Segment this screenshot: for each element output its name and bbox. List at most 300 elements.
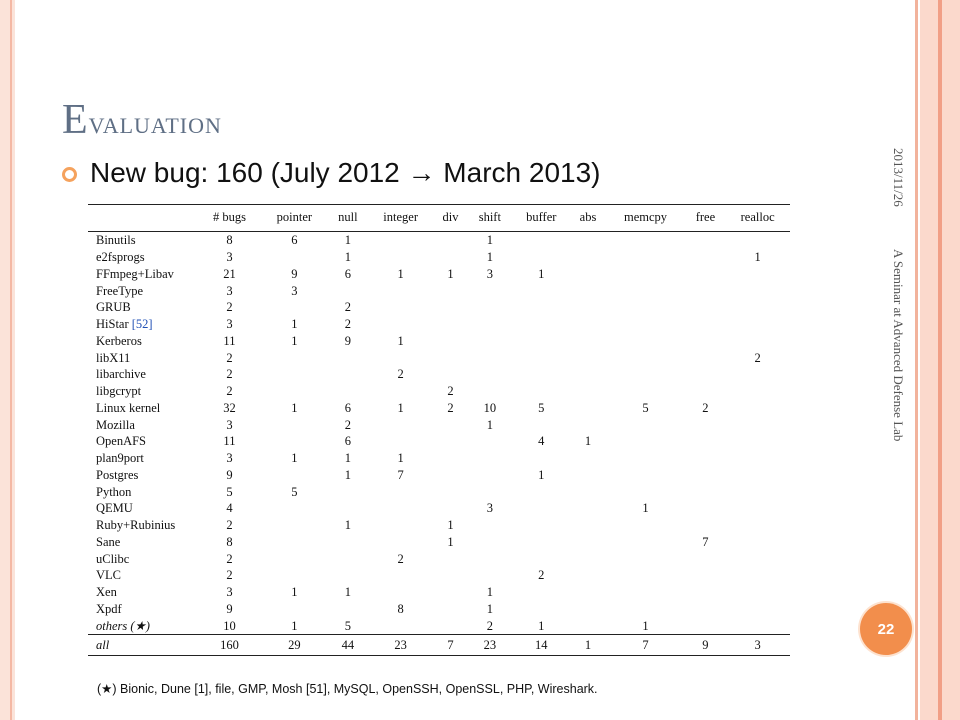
bug-count-cell xyxy=(725,282,790,299)
bug-count-cell xyxy=(434,316,468,333)
bug-count-cell xyxy=(606,282,686,299)
project-name-cell xyxy=(88,266,198,283)
bug-count-cell xyxy=(686,467,726,484)
bug-count-cell: 1 xyxy=(397,451,404,466)
bug-count-cell xyxy=(434,567,468,584)
bug-count-cell: 2 xyxy=(226,518,233,533)
bug-count-cell xyxy=(468,316,513,333)
bug-count-cell: 9 xyxy=(226,601,233,616)
bug-count-cell: 1 xyxy=(344,585,351,600)
bug-count-cell: 1 xyxy=(291,585,298,600)
bug-count-cell xyxy=(606,483,686,500)
bug-count-cell: 1 xyxy=(447,266,454,281)
bug-count-cell: 1 xyxy=(344,518,351,533)
bug-count-cell: 1 xyxy=(486,250,493,265)
table-row xyxy=(88,349,790,366)
bug-count-cell: 3 xyxy=(226,317,233,332)
table-row xyxy=(88,383,790,400)
total-label: all xyxy=(88,635,198,656)
bug-count-cell xyxy=(570,584,605,601)
others-mark: (★) xyxy=(130,618,150,633)
bug-count-cell: 5 xyxy=(344,618,351,633)
project-name-cell xyxy=(88,383,198,400)
bullet-text: New bug: 160 (July 2012 → March 2013) xyxy=(90,157,601,188)
bug-count-cell xyxy=(368,483,434,500)
title-rest: valuation xyxy=(88,104,222,140)
bug-count-cell: 2 xyxy=(447,400,454,415)
bug-count-cell xyxy=(570,617,605,634)
bug-count-cell: 3 xyxy=(226,451,233,466)
bug-count-cell: 1 xyxy=(291,618,298,633)
bug-count-cell xyxy=(686,366,726,383)
column-header: memcpy xyxy=(606,205,686,232)
bug-count-cell xyxy=(261,467,328,484)
bug-count-cell xyxy=(725,483,790,500)
total-count-cell: 7 xyxy=(606,635,686,656)
bug-count-cell: 1 xyxy=(642,618,649,633)
bug-count-cell xyxy=(468,567,513,584)
project-name: Xen xyxy=(96,585,117,600)
bug-count-cell: 9 xyxy=(344,333,351,348)
table-row xyxy=(88,232,790,249)
bug-count-cell xyxy=(606,299,686,316)
bug-count-cell xyxy=(261,601,328,618)
bug-count-cell xyxy=(686,349,726,366)
bug-count-cell xyxy=(261,500,328,517)
bug-count-cell xyxy=(606,584,686,601)
bug-count-cell xyxy=(512,601,570,618)
bug-count-cell xyxy=(570,416,605,433)
project-name: OpenAFS xyxy=(96,434,147,449)
project-name: e2fsprogs xyxy=(96,250,145,265)
bug-count-cell: 1 xyxy=(397,400,404,415)
bug-count-cell xyxy=(725,584,790,601)
bug-count-cell xyxy=(606,232,686,249)
bug-count-cell xyxy=(606,266,686,283)
bug-count-cell xyxy=(725,333,790,350)
column-header: null xyxy=(328,205,368,232)
bug-count-cell xyxy=(434,366,468,383)
project-name-cell xyxy=(88,550,198,567)
bug-count-cell xyxy=(725,433,790,450)
project-name: Postgres xyxy=(96,467,139,482)
table-row xyxy=(88,366,790,383)
project-name: others xyxy=(96,618,128,633)
project-name-cell xyxy=(88,601,198,618)
bug-count-cell: 8 xyxy=(226,233,233,248)
bug-count-cell xyxy=(328,550,368,567)
table-row xyxy=(88,617,790,634)
table-body xyxy=(88,232,790,635)
bug-count-cell xyxy=(686,517,726,534)
bug-count-cell xyxy=(468,433,513,450)
bug-count-cell xyxy=(434,232,468,249)
bug-count-cell: 1 xyxy=(291,451,298,466)
bug-count-cell xyxy=(261,299,328,316)
bug-count-cell: 1 xyxy=(397,333,404,348)
bug-count-cell xyxy=(570,517,605,534)
table-row xyxy=(88,249,790,266)
project-name-cell xyxy=(88,249,198,266)
bug-count-cell: 1 xyxy=(486,233,493,248)
bug-table xyxy=(88,204,790,656)
bug-count-cell: 1 xyxy=(754,250,761,265)
bug-count-cell xyxy=(512,282,570,299)
bug-count-cell xyxy=(261,517,328,534)
project-name-cell xyxy=(88,232,198,249)
bug-count-cell xyxy=(686,617,726,634)
project-name-cell xyxy=(88,299,198,316)
bug-count-cell xyxy=(512,366,570,383)
bug-count-cell xyxy=(261,433,328,450)
bug-count-cell xyxy=(686,550,726,567)
bug-count-cell: 2 xyxy=(344,417,351,432)
bug-count-cell xyxy=(725,450,790,467)
bug-count-cell xyxy=(368,500,434,517)
project-name: Binutils xyxy=(96,233,136,248)
table-footer xyxy=(88,635,790,656)
bug-count-cell xyxy=(686,282,726,299)
bug-count-cell: 2 xyxy=(226,367,233,382)
bug-count-cell: 11 xyxy=(223,333,236,348)
bug-count-cell xyxy=(725,550,790,567)
bug-count-cell xyxy=(725,383,790,400)
bug-count-cell xyxy=(725,567,790,584)
bug-count-cell xyxy=(261,416,328,433)
bug-count-cell xyxy=(368,349,434,366)
bug-count-cell xyxy=(570,567,605,584)
bug-count-cell xyxy=(606,349,686,366)
bug-count-cell xyxy=(570,550,605,567)
project-name: QEMU xyxy=(96,501,133,516)
bug-count-cell xyxy=(261,534,328,551)
project-name-cell xyxy=(88,517,198,534)
bug-count-cell: 32 xyxy=(223,400,236,415)
slide-title xyxy=(62,96,222,144)
column-header: realloc xyxy=(725,205,790,232)
project-name: libgcrypt xyxy=(96,384,142,399)
bug-count-cell: 5 xyxy=(642,400,649,415)
bug-count-cell xyxy=(512,584,570,601)
bug-count-cell xyxy=(368,232,434,249)
bug-count-cell xyxy=(328,567,368,584)
bug-count-cell: 4 xyxy=(226,501,233,516)
bug-count-cell xyxy=(512,316,570,333)
bug-count-cell xyxy=(686,416,726,433)
bug-count-cell: 2 xyxy=(447,384,454,399)
bug-count-cell: 1 xyxy=(447,534,454,549)
project-name-cell xyxy=(88,500,198,517)
total-count-cell: 23 xyxy=(468,635,513,656)
bug-count-cell xyxy=(606,550,686,567)
bug-count-cell xyxy=(328,500,368,517)
bug-count-cell: 5 xyxy=(291,484,298,499)
bug-count-cell: 1 xyxy=(344,250,351,265)
bug-count-cell xyxy=(606,416,686,433)
bug-count-cell xyxy=(328,601,368,618)
bug-count-cell xyxy=(434,467,468,484)
table-row xyxy=(88,416,790,433)
bug-count-cell: 4 xyxy=(538,434,545,449)
page-number-badge xyxy=(860,603,912,655)
bug-count-cell xyxy=(468,349,513,366)
bug-count-cell xyxy=(606,567,686,584)
bug-count-cell xyxy=(725,601,790,618)
bug-count-cell xyxy=(512,383,570,400)
table-row xyxy=(88,534,790,551)
bug-count-cell: 3 xyxy=(291,283,298,298)
bug-count-cell xyxy=(570,282,605,299)
bug-count-cell: 2 xyxy=(397,367,404,382)
project-name-cell xyxy=(88,349,198,366)
bug-count-cell xyxy=(261,249,328,266)
bug-count-cell xyxy=(512,232,570,249)
bug-count-cell xyxy=(368,517,434,534)
bug-count-cell xyxy=(606,366,686,383)
bug-count-cell xyxy=(261,349,328,366)
bug-count-cell xyxy=(686,249,726,266)
bug-count-cell xyxy=(725,316,790,333)
bug-count-cell: 2 xyxy=(344,300,351,315)
bug-count-cell xyxy=(512,517,570,534)
bug-count-cell: 2 xyxy=(344,317,351,332)
bug-count-cell xyxy=(686,266,726,283)
bug-count-cell xyxy=(570,383,605,400)
bug-count-cell xyxy=(725,299,790,316)
bug-count-cell: 7 xyxy=(397,467,404,482)
project-name-cell xyxy=(88,366,198,383)
bug-count-cell xyxy=(468,450,513,467)
bug-count-cell xyxy=(570,316,605,333)
bug-count-cell xyxy=(570,450,605,467)
total-count-cell: 9 xyxy=(686,635,726,656)
bug-count-cell xyxy=(434,450,468,467)
bug-count-cell xyxy=(725,416,790,433)
project-name: FreeType xyxy=(96,283,144,298)
bug-count-cell xyxy=(606,383,686,400)
bug-count-cell xyxy=(434,550,468,567)
project-name-cell xyxy=(88,450,198,467)
side-info xyxy=(890,148,912,528)
bug-count-cell xyxy=(686,601,726,618)
project-name: HiStar xyxy=(96,317,129,332)
bug-table-container xyxy=(88,204,790,656)
bug-count-cell: 9 xyxy=(291,266,298,281)
bug-count-cell xyxy=(606,517,686,534)
bug-count-cell xyxy=(261,550,328,567)
total-count-cell: 3 xyxy=(725,635,790,656)
page-number: 22 xyxy=(877,620,895,638)
title-capital: E xyxy=(62,97,89,143)
bug-count-cell xyxy=(512,249,570,266)
bug-count-cell xyxy=(368,249,434,266)
bug-count-cell: 21 xyxy=(223,266,236,281)
project-name-cell xyxy=(88,567,198,584)
bug-count-cell: 2 xyxy=(226,300,233,315)
project-name-cell xyxy=(88,584,198,601)
bug-count-cell: 10 xyxy=(483,400,497,415)
total-row xyxy=(88,635,790,656)
bug-count-cell: 1 xyxy=(642,501,649,516)
project-name-cell xyxy=(88,333,198,350)
bug-count-cell xyxy=(434,617,468,634)
project-name: Ruby+Rubinius xyxy=(96,518,176,533)
table-row xyxy=(88,266,790,283)
bug-count-cell: 1 xyxy=(344,233,351,248)
bug-count-cell xyxy=(468,517,513,534)
table-row xyxy=(88,450,790,467)
bug-count-cell xyxy=(512,349,570,366)
bug-count-cell xyxy=(434,500,468,517)
bug-count-cell: 1 xyxy=(538,467,545,482)
table-row xyxy=(88,500,790,517)
bug-count-cell: 1 xyxy=(486,601,493,616)
bug-count-cell xyxy=(512,333,570,350)
table-row xyxy=(88,316,790,333)
bug-count-cell xyxy=(434,282,468,299)
bug-count-cell: 3 xyxy=(226,283,233,298)
bug-count-cell xyxy=(328,383,368,400)
bug-count-cell xyxy=(686,433,726,450)
project-name-cell xyxy=(88,400,198,417)
bug-count-cell xyxy=(512,416,570,433)
table-row xyxy=(88,333,790,350)
project-name-cell xyxy=(88,467,198,484)
table-row xyxy=(88,601,790,618)
bug-count-cell: 11 xyxy=(223,434,236,449)
bug-count-cell xyxy=(606,316,686,333)
bug-count-cell xyxy=(368,282,434,299)
bug-count-cell: 3 xyxy=(486,501,493,516)
bug-count-cell: 3 xyxy=(226,250,233,265)
bug-count-cell: 10 xyxy=(223,618,236,633)
bug-count-cell xyxy=(512,450,570,467)
bug-count-cell xyxy=(725,617,790,634)
bug-count-cell xyxy=(368,534,434,551)
bug-count-cell xyxy=(468,534,513,551)
total-count-cell: 44 xyxy=(328,635,368,656)
bug-count-cell: 6 xyxy=(291,233,298,248)
total-count-cell: 23 xyxy=(368,635,434,656)
bug-count-cell xyxy=(434,299,468,316)
column-header: # bugs xyxy=(198,205,261,232)
header-row xyxy=(88,205,790,232)
project-name-cell xyxy=(88,617,198,634)
bug-count-cell xyxy=(686,299,726,316)
bug-count-cell: 2 xyxy=(226,384,233,399)
project-name-cell xyxy=(88,534,198,551)
bug-count-cell xyxy=(468,467,513,484)
column-header: div xyxy=(434,205,468,232)
table-row xyxy=(88,550,790,567)
bug-count-cell: 8 xyxy=(397,601,404,616)
bug-count-cell xyxy=(686,567,726,584)
bug-count-cell xyxy=(261,383,328,400)
column-header: free xyxy=(686,205,726,232)
bug-count-cell xyxy=(434,249,468,266)
bug-count-cell xyxy=(434,433,468,450)
bug-count-cell xyxy=(328,282,368,299)
bug-count-cell xyxy=(468,366,513,383)
bug-count-cell xyxy=(725,232,790,249)
bug-count-cell: 1 xyxy=(584,434,592,449)
project-name: GRUB xyxy=(96,300,131,315)
bug-count-cell xyxy=(686,383,726,400)
bug-count-cell: 3 xyxy=(226,417,233,432)
table-row xyxy=(88,467,790,484)
bug-count-cell xyxy=(368,299,434,316)
project-name: VLC xyxy=(96,568,121,583)
bug-count-cell xyxy=(570,601,605,618)
bug-count-cell xyxy=(468,483,513,500)
bug-count-cell xyxy=(725,467,790,484)
bug-count-cell xyxy=(570,534,605,551)
bug-count-cell xyxy=(328,534,368,551)
right-strip-line xyxy=(915,0,918,720)
bug-count-cell xyxy=(368,316,434,333)
bug-count-cell: 5 xyxy=(538,400,545,415)
column-header xyxy=(88,205,198,232)
bug-count-cell: 2 xyxy=(226,551,233,566)
project-name: Linux kernel xyxy=(96,400,161,415)
bug-count-cell xyxy=(570,467,605,484)
bug-count-cell: 2 xyxy=(702,400,709,415)
bug-count-cell xyxy=(368,617,434,634)
project-name: plan9port xyxy=(96,451,144,466)
bug-count-cell xyxy=(434,349,468,366)
bug-count-cell xyxy=(606,601,686,618)
column-header: buffer xyxy=(512,205,570,232)
project-name-cell xyxy=(88,483,198,500)
left-decorative-strip xyxy=(0,0,15,720)
bug-count-cell xyxy=(261,567,328,584)
total-count-cell: 160 xyxy=(198,635,261,656)
bug-count-cell xyxy=(725,534,790,551)
bug-count-cell xyxy=(512,500,570,517)
table-row xyxy=(88,567,790,584)
bug-count-cell xyxy=(512,483,570,500)
bug-count-cell xyxy=(570,349,605,366)
bug-count-cell: 2 xyxy=(754,350,761,365)
bug-count-cell xyxy=(468,550,513,567)
bug-count-cell xyxy=(434,483,468,500)
bug-count-cell: 3 xyxy=(226,585,233,600)
bug-count-cell: 1 xyxy=(344,451,351,466)
bug-count-cell xyxy=(570,266,605,283)
bug-count-cell xyxy=(328,349,368,366)
bug-count-cell: 2 xyxy=(226,350,233,365)
bug-count-cell: 2 xyxy=(486,618,493,633)
slide-date: 2013/11/26 xyxy=(891,148,906,207)
project-name-cell xyxy=(88,282,198,299)
bug-count-cell xyxy=(468,299,513,316)
bug-count-cell xyxy=(368,567,434,584)
table-row xyxy=(88,282,790,299)
table-row xyxy=(88,433,790,450)
project-name: libX11 xyxy=(96,350,131,365)
bug-count-cell: 9 xyxy=(226,467,233,482)
bug-count-cell xyxy=(725,400,790,417)
column-header: abs xyxy=(570,205,605,232)
bug-count-cell xyxy=(570,366,605,383)
bug-count-cell xyxy=(686,584,726,601)
project-name: libarchive xyxy=(96,367,146,382)
bug-count-cell xyxy=(570,232,605,249)
bug-count-cell xyxy=(606,450,686,467)
bug-count-cell: 2 xyxy=(538,568,545,583)
bug-count-cell xyxy=(468,282,513,299)
bug-count-cell xyxy=(606,433,686,450)
